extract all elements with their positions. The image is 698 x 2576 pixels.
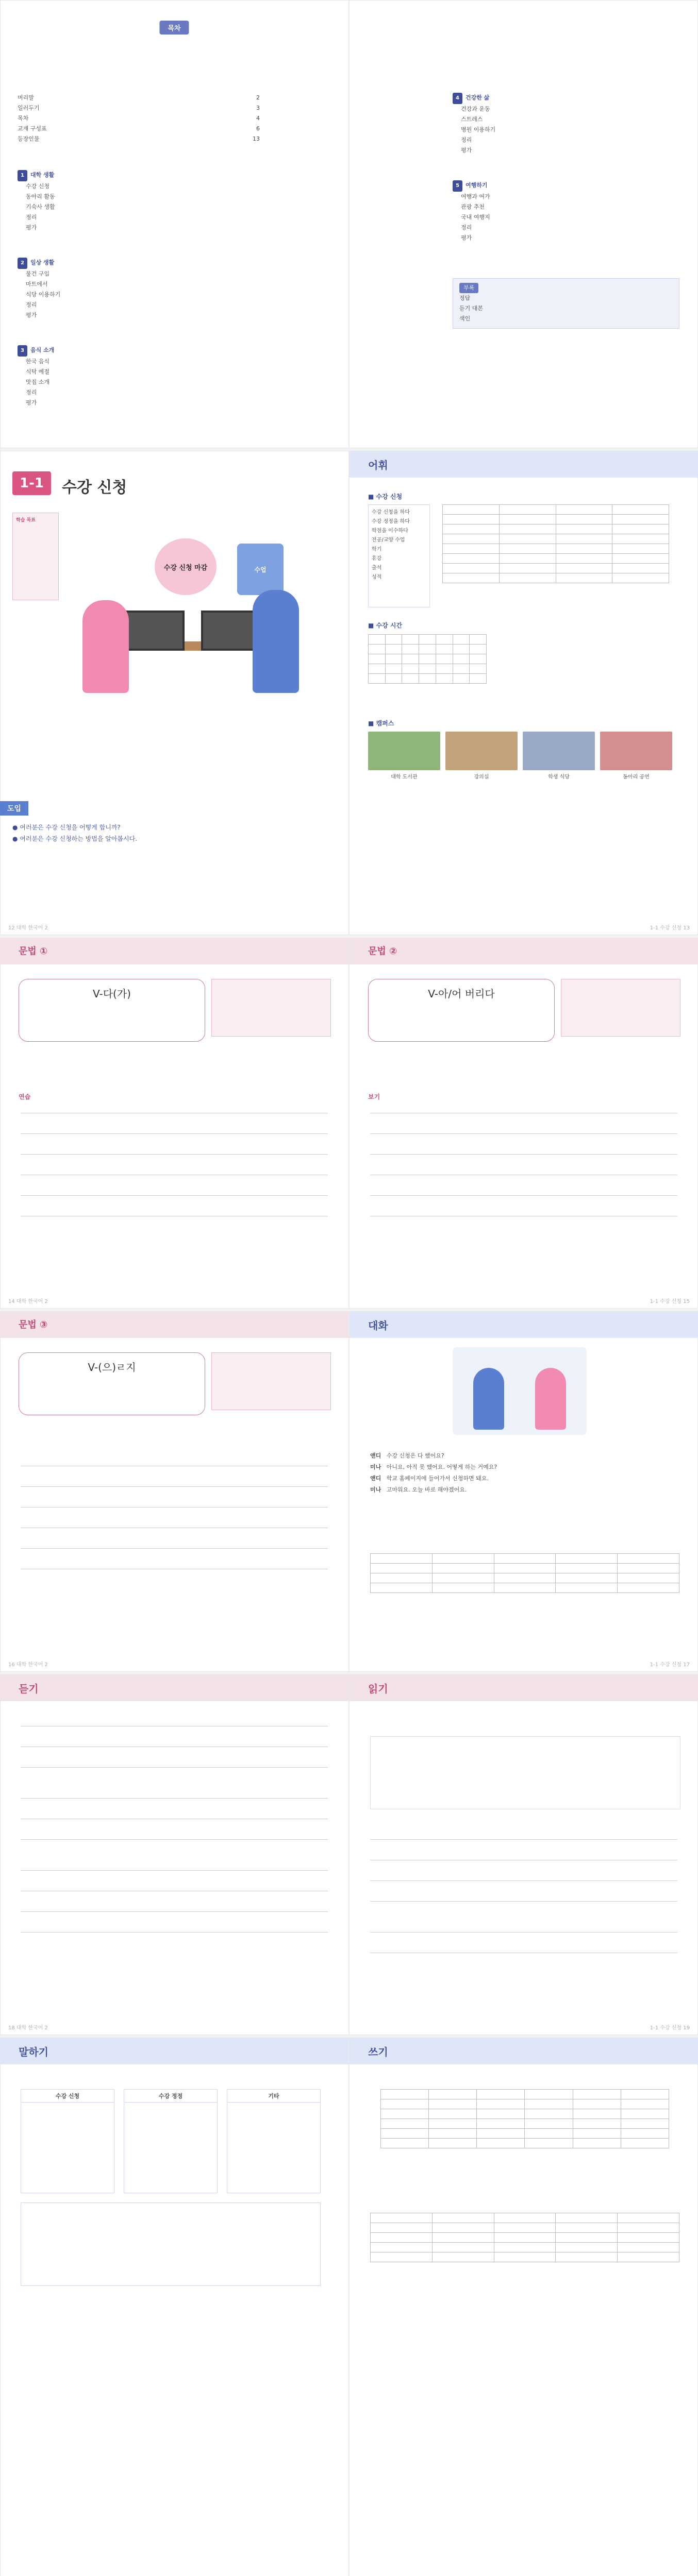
reading-passage (370, 1736, 680, 1809)
dialogue-lines: 앤디 수강 신청은 다 했어요? 미나 아니요, 아직 못 했어요. 어떻게 하는 거예요? 앤디 학교 홈페이지에 들어가서 신청하면 돼요. 미나 고마워요. 오늘 바로 해야겠어요. (370, 1452, 497, 1493)
intro-label: 도입 (0, 801, 28, 816)
toc-item[interactable]: 맛집 소개 (26, 379, 50, 385)
grammar3-page (0, 1311, 348, 1672)
calendar-table (368, 634, 487, 684)
grammar2-label: 문법 ② (368, 946, 397, 957)
toc-appendix: 부록 정답 듣기 대본 색인 (453, 278, 679, 329)
photo-caption: 학생 식당 (548, 774, 570, 780)
grammar2-page (350, 938, 698, 1309)
dialogue-illustration (453, 1347, 587, 1435)
speaking-col: 수강 신청 (21, 2089, 114, 2193)
photo-caption: 동아리 공연 (623, 774, 650, 780)
page-folio: 14 대학 한국어 2 (8, 1299, 48, 1304)
listening-title: 듣기 (19, 1683, 39, 1695)
speaking-page (0, 2038, 348, 2576)
grammar-spread-2 (0, 1311, 698, 1672)
toc-item[interactable]: 식탁 예절 (26, 368, 50, 375)
toc-item[interactable]: 동아리 활동 (26, 193, 55, 200)
grammar1-box: V-다(가) (19, 979, 205, 1042)
listening-page (0, 1674, 348, 2035)
reading-title: 읽기 (368, 1683, 388, 1695)
intro-spread (0, 451, 698, 935)
lesson-title: 수강 신청 (62, 479, 127, 497)
toc-front-list: 머리말 2 일러두기 3 목차 4 교재 구성표 6 등장인물 13 (18, 94, 260, 142)
vocab-page (350, 451, 698, 935)
poster: 수강 신청 마감 (155, 538, 217, 595)
campus-photo (523, 732, 595, 770)
vocab-sub3: ■ 캠퍼스 (368, 720, 394, 727)
listen-read-spread (0, 1674, 698, 2035)
objectives-box: 학습 목표 (12, 513, 59, 600)
vocab-sub2: ■ 수강 시간 (368, 622, 403, 629)
writing-table (370, 2213, 679, 2262)
student-right (253, 590, 299, 693)
page-folio: 16 대학 한국어 2 (8, 1662, 48, 1668)
writing-page (350, 2038, 698, 2576)
toc-title-tab: 목차 (159, 21, 189, 35)
toc-item[interactable]: 여행과 여가 (461, 193, 490, 200)
toc-unit1: 1 대학 생활 수강 신청 동아리 활동 기숙사 생활 정리 평가 (18, 170, 260, 233)
grammar-spread-1 (0, 938, 698, 1309)
page-folio: 1-1 수강 신청 17 (650, 1662, 690, 1668)
page-folio: 1-1 수강 신청 19 (650, 2025, 690, 2031)
toc-item[interactable]: 색인 (459, 315, 471, 322)
example-label: 보기 (368, 1093, 380, 1100)
toc-item[interactable]: 식당 이용하기 (26, 291, 61, 298)
dialogue-title: 대화 (368, 1319, 388, 1332)
toc-item[interactable]: 관광 추천 (461, 204, 485, 210)
toc-item[interactable]: 스트레스 (461, 116, 483, 123)
reading-page (350, 1674, 698, 2035)
writing-form (380, 2089, 669, 2148)
intro-bullets: ● 여러분은 수강 신청을 어떻게 합니까? ● 여러분은 수강 신청하는 방법을 알아봅시다. (12, 824, 138, 842)
grammar1-note (211, 979, 331, 1037)
toc-item[interactable]: 마트에서 (26, 281, 48, 287)
toc-item[interactable]: 듣기 대본 (459, 305, 484, 312)
speaking-col: 기타 (227, 2089, 321, 2193)
dialogue-page (350, 1311, 698, 1672)
lesson-code-badge: 1-1 (12, 471, 51, 495)
poster-2: 수업 (237, 544, 284, 595)
page-folio: 18 대학 한국어 2 (8, 2025, 48, 2031)
practice-label: 연습 (19, 1093, 31, 1100)
photo-caption: 대학 도서관 (391, 774, 418, 780)
illustration (67, 507, 314, 734)
speaking-col: 수강 정정 (124, 2089, 218, 2193)
page-folio: 12 대학 한국어 2 (8, 925, 48, 931)
toc-unit5: 5 여행하기 여행과 여가 관광 추천 국내 여행지 정리 평가 (453, 180, 679, 243)
grammar3-note (211, 1352, 331, 1410)
page-folio: 1-1 수강 신청 13 (650, 925, 690, 931)
grammar1-page (0, 938, 348, 1309)
vocab-sub1: ■ 수강 신청 (368, 493, 403, 500)
toc-right-page (350, 0, 698, 448)
campus-photo (445, 732, 518, 770)
toc-item[interactable]: 국내 여행지 (461, 214, 490, 221)
toc-spread (0, 0, 698, 448)
toc-item[interactable]: 한국 음식 (26, 358, 50, 365)
vocab-title: 어휘 (368, 459, 388, 471)
grammar2-box: V-아/어 버리다 (368, 979, 555, 1042)
toc-unit4: 4 건강한 삶 건강과 운동 스트레스 병원 이용하기 정리 평가 (453, 93, 679, 156)
speaking-title: 말하기 (19, 2046, 48, 2058)
writing-title: 쓰기 (368, 2046, 388, 2058)
toc-left-page (0, 0, 348, 448)
monitor-left (124, 611, 185, 651)
grammar2-note (561, 979, 680, 1037)
grammar3-label: 문법 ③ (19, 1319, 48, 1330)
course-table (442, 504, 669, 583)
toc-unit2: 2 일상 생활 물건 구입 마트에서 식당 이용하기 정리 평가 (18, 258, 260, 320)
grammar1-label: 문법 ① (19, 946, 48, 957)
toc-unit3: 3 음식 소개 한국 음식 식탁 예절 맛집 소개 정리 평가 (18, 345, 260, 408)
photo-caption: 강의실 (474, 774, 489, 780)
toc-item[interactable]: 수강 신청 (26, 183, 50, 190)
dialogue-table (370, 1553, 679, 1593)
page-folio: 1-1 수강 신청 15 (650, 1299, 690, 1304)
intro-page (0, 451, 348, 935)
toc-item[interactable]: 물건 구입 (26, 270, 50, 277)
grammar3-box: V-(으)ㄹ지 (19, 1352, 205, 1415)
toc-item[interactable]: 병원 이용하기 (461, 126, 496, 133)
student-left (82, 600, 129, 693)
speak-write-spread (0, 2038, 698, 2576)
campus-photo (600, 732, 672, 770)
toc-item[interactable]: 정답 (459, 295, 471, 301)
campus-photo (368, 732, 440, 770)
toc-item[interactable]: 기숙사 생활 (26, 204, 55, 210)
toc-item[interactable]: 건강과 운동 (461, 106, 490, 112)
speaking-task-box (21, 2202, 321, 2286)
vocab-card: 수강 신청을 하다 수강 정정을 하다 학점을 이수하다 전공/교양 수업 학기 휴강 출석 성적 (368, 504, 430, 607)
